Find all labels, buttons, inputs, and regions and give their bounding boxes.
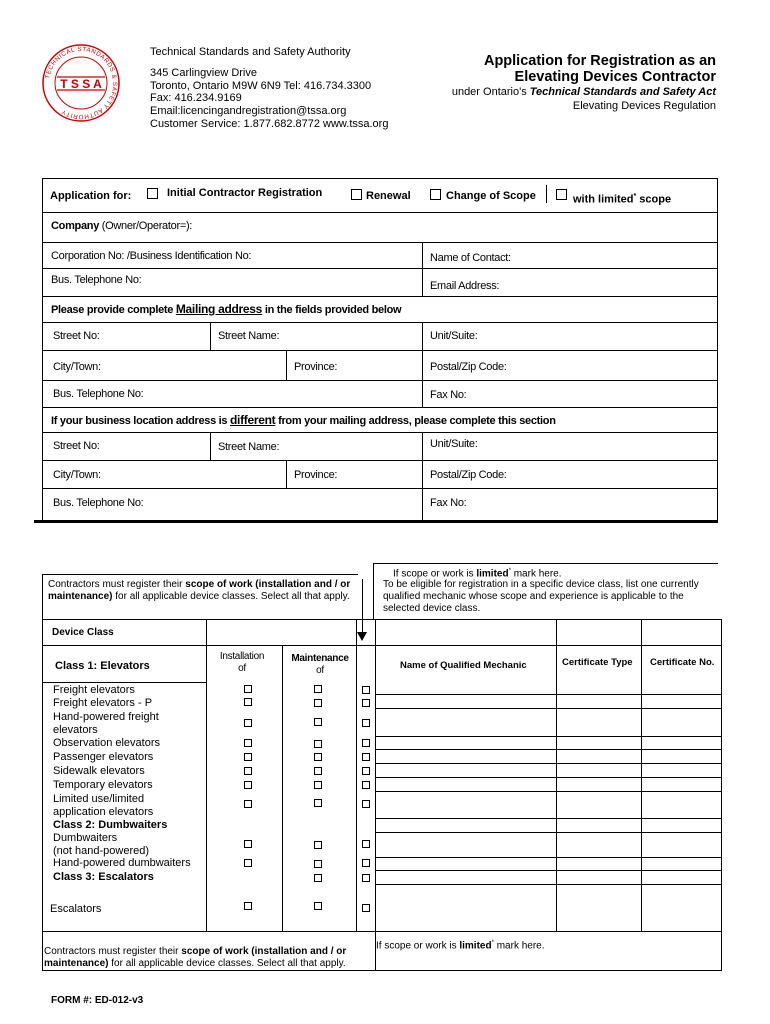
- device-freight: Freight elevators: [53, 684, 135, 696]
- sidewalk-installation-checkbox[interactable]: [244, 767, 252, 775]
- business-street-name-field[interactable]: Street Name:: [218, 441, 280, 453]
- contractors-note-top: Contractors must register their scope of work (installation and / or maintenance) for all applicable device classes. Select all that apply.: [48, 579, 351, 602]
- renewal-checkbox[interactable]: [351, 189, 362, 200]
- hand-dumbwaiters-installation-checkbox[interactable]: [244, 859, 252, 867]
- mailing-postal-field[interactable]: Postal/Zip Code:: [430, 361, 507, 373]
- freight-p-maintenance-checkbox[interactable]: [314, 699, 322, 707]
- bus-telephone-field[interactable]: Bus. Telephone No:: [51, 274, 142, 286]
- application-for-label: Application for:: [50, 190, 132, 202]
- escalators-limited-checkbox[interactable]: [362, 904, 370, 912]
- business-city-field[interactable]: City/Town:: [53, 469, 101, 481]
- maintenance-header: Maintenance of: [291, 653, 349, 676]
- address-line-2: Toronto, Ontario M9W 6N9 Tel: 416.734.3300: [150, 80, 372, 92]
- change-of-scope-label: Change of Scope: [446, 190, 536, 202]
- passenger-maintenance-checkbox[interactable]: [314, 753, 322, 761]
- section-divider: [34, 520, 718, 523]
- mailing-street-name-field[interactable]: Street Name:: [218, 330, 280, 342]
- class2-heading: Class 2: Dumbwaiters: [53, 819, 168, 831]
- limited-scope-label: with limited* scope: [573, 193, 672, 206]
- contractors-note-bottom: Contractors must register their scope of work (installation and / or maintenance) for all applicable device classes. Select all that apply.: [44, 946, 347, 969]
- limited-use-limited-checkbox[interactable]: [362, 800, 370, 808]
- limited-use-maintenance-checkbox[interactable]: [314, 799, 322, 807]
- device-dumbwaiters: Dumbwaiters (not hand-powered): [53, 832, 150, 857]
- corporation-no-field[interactable]: Corporation No: /Business Identification No:: [51, 250, 252, 262]
- temporary-maintenance-checkbox[interactable]: [314, 781, 322, 789]
- observation-maintenance-checkbox[interactable]: [314, 740, 322, 748]
- mailing-street-no-field[interactable]: Street No:: [53, 330, 100, 342]
- contact-name-field[interactable]: Name of Contact:: [430, 252, 511, 264]
- tssa-logo: [40, 42, 122, 124]
- renewal-label: Renewal: [366, 190, 411, 202]
- sidewalk-limited-checkbox[interactable]: [362, 767, 370, 775]
- mailing-bus-telephone-field[interactable]: Bus. Telephone No:: [53, 388, 144, 400]
- initial-registration-label: Initial Contractor Registration: [167, 187, 323, 199]
- escalators-maintenance-checkbox[interactable]: [314, 902, 322, 910]
- dumbwaiters-installation-checkbox[interactable]: [244, 840, 252, 848]
- hand-freight-limited-checkbox[interactable]: [362, 719, 370, 727]
- limited-note-top: If scope or work is limited* mark here.: [393, 568, 562, 580]
- hand-dumbwaiters-limited-checkbox[interactable]: [362, 859, 370, 867]
- certificate-no-header: Certificate No.: [650, 657, 715, 668]
- form-subtitle: under Ontario's Technical Standards and Safety Act: [451, 86, 716, 98]
- mailing-fax-field[interactable]: Fax No:: [430, 389, 467, 401]
- org-name: Technical Standards and Safety Authority: [150, 46, 351, 58]
- customer-service-line: Customer Service: 1.877.682.8772 www.tssa.org: [150, 118, 389, 130]
- business-street-no-field[interactable]: Street No:: [53, 440, 100, 452]
- class3-heading: Class 3: Escalators: [53, 871, 154, 883]
- limited-scope-checkbox[interactable]: [556, 189, 567, 200]
- device-escalators: Escalators: [50, 903, 102, 915]
- device-sidewalk: Sidewalk elevators: [53, 765, 145, 777]
- logo-wordmark: T S S A: [60, 77, 102, 91]
- mechanic-header: Name of Qualified Mechanic: [400, 660, 527, 671]
- initial-registration-checkbox[interactable]: [147, 188, 158, 199]
- mailing-city-field[interactable]: City/Town:: [53, 361, 101, 373]
- business-fax-field[interactable]: Fax No:: [430, 497, 467, 509]
- business-address-heading: If your business location address is different from your mailing address, please complete this section: [51, 413, 556, 427]
- passenger-limited-checkbox[interactable]: [362, 753, 370, 761]
- class1-heading: Class 1: Elevators: [55, 660, 150, 672]
- business-bus-telephone-field[interactable]: Bus. Telephone No:: [53, 497, 144, 509]
- company-label: Company (Owner/Operator=):: [51, 220, 193, 232]
- freight-p-installation-checkbox[interactable]: [244, 698, 252, 706]
- eligible-note: To be eligible for registration in a specific device class, list one currently qualified mechanic whose scope and experience is applicable to the selected device class.: [383, 579, 699, 614]
- dumbwaiters-limited-checkbox[interactable]: [362, 840, 370, 848]
- class3-limited-checkbox[interactable]: [362, 874, 370, 882]
- email-line: Email:licencingandregistration@tssa.org: [150, 105, 347, 117]
- escalators-installation-checkbox[interactable]: [244, 902, 252, 910]
- business-unit-field[interactable]: Unit/Suite:: [430, 438, 478, 450]
- fax-line: Fax: 416.234.9169: [150, 92, 242, 104]
- change-of-scope-checkbox[interactable]: [430, 189, 441, 200]
- limited-note-bottom: If scope or work is limited* mark here.: [376, 940, 545, 952]
- mailing-province-field[interactable]: Province:: [294, 361, 338, 373]
- mailing-unit-field[interactable]: Unit/Suite:: [430, 330, 478, 342]
- form-number: FORM #: ED-012-v3: [51, 995, 144, 1006]
- freight-maintenance-checkbox[interactable]: [314, 685, 322, 693]
- passenger-installation-checkbox[interactable]: [244, 753, 252, 761]
- temporary-installation-checkbox[interactable]: [244, 781, 252, 789]
- svg-text:TECHNICAL STANDARDS & SAFETY A: TECHNICAL STANDARDS & SAFETY AUTHORITY: [44, 45, 119, 121]
- email-address-field[interactable]: Email Address:: [430, 280, 500, 292]
- sidewalk-maintenance-checkbox[interactable]: [314, 767, 322, 775]
- device-freight-p: Freight elevators - P: [53, 697, 153, 709]
- temporary-limited-checkbox[interactable]: [362, 781, 370, 789]
- device-hand-dumbwaiters: Hand-powered dumbwaiters: [53, 857, 191, 869]
- address-line-1: 345 Carlingview Drive: [150, 67, 257, 79]
- device-class-header: Device Class: [52, 627, 114, 638]
- freight-limited-checkbox[interactable]: [362, 686, 370, 694]
- hand-dumbwaiters-maintenance-checkbox[interactable]: [314, 860, 322, 868]
- freight-p-limited-checkbox[interactable]: [362, 699, 370, 707]
- mailing-address-heading: Please provide complete Mailing address in the fields provided below: [51, 302, 402, 316]
- installation-header: Installation of: [219, 651, 265, 674]
- freight-installation-checkbox[interactable]: [244, 685, 252, 693]
- dumbwaiters-maintenance-checkbox[interactable]: [314, 841, 322, 849]
- regulation-line: Elevating Devices Regulation: [572, 100, 716, 112]
- limited-use-installation-checkbox[interactable]: [244, 800, 252, 808]
- observation-installation-checkbox[interactable]: [244, 739, 252, 747]
- form-title-line-1: Application for Registration as an: [483, 53, 716, 69]
- hand-freight-installation-checkbox[interactable]: [244, 719, 252, 727]
- device-temporary: Temporary elevators: [53, 779, 153, 791]
- class3-maintenance-checkbox[interactable]: [314, 874, 322, 882]
- business-postal-field[interactable]: Postal/Zip Code:: [430, 469, 507, 481]
- device-limited-use: Limited use/limited application elevators: [53, 793, 154, 818]
- observation-limited-checkbox[interactable]: [362, 739, 370, 747]
- certificate-type-header: Certificate Type: [562, 657, 633, 668]
- device-passenger: Passenger elevators: [53, 751, 154, 763]
- device-observation: Observation elevators: [53, 737, 160, 749]
- hand-freight-maintenance-checkbox[interactable]: [314, 718, 322, 726]
- form-title-line-2: Elevating Devices Contractor: [514, 69, 716, 85]
- business-province-field[interactable]: Province:: [294, 469, 338, 481]
- device-hand-freight: Hand-powered freight elevators: [53, 711, 159, 736]
